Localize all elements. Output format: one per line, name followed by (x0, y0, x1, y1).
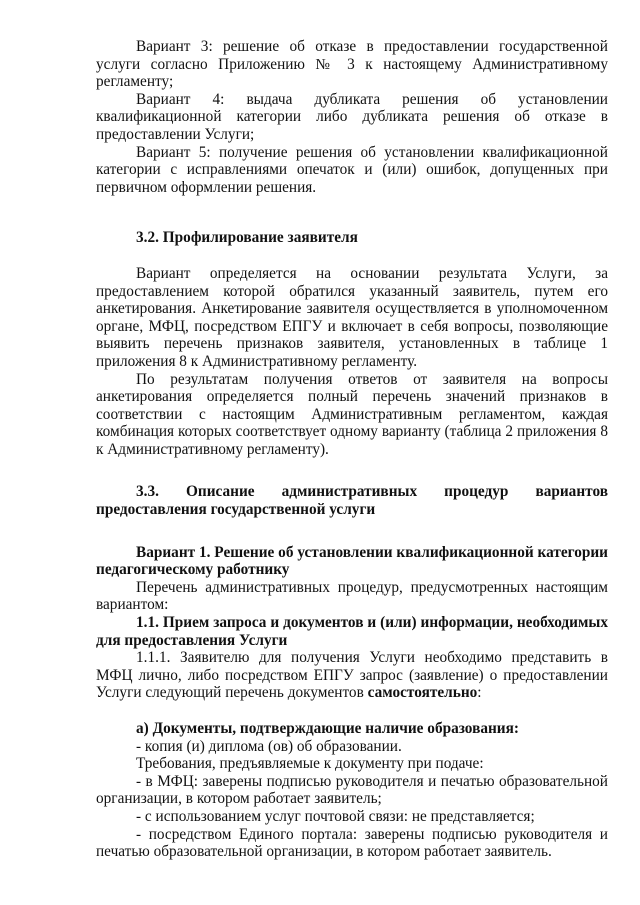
requirements-intro: Требования, предъявляемые к документу при подаче: (136, 755, 484, 773)
docs-a-item: - копия (и) диплома (ов) об образовании. (136, 737, 402, 755)
paragraph-1-1-1-end: : (477, 684, 482, 702)
section-3-2-heading: 3.2. Профилирование заявителя (136, 229, 358, 247)
paragraph-1-1-1-emphasis: самостоятельно (367, 684, 478, 702)
subsection-1-1-heading: 1.1. Прием запроса и документов и (или) информации, необходимых для предоставления Услуги (96, 614, 608, 649)
variant-4-item: Вариант 4: выдача дубликата решения об установлении квалификационной категории либо дубликата решения об отказе в предоставлении Услуги; (96, 90, 608, 143)
docs-a-heading: а) Документы, подтверждающие наличие образования: (136, 720, 519, 737)
paragraph-1-1-1-text: 1.1.1. Заявителю для получения Услуги необходимо представить в МФЦ лично, либо посредством ЕПГУ запрос (заявление) о предоставлении Услуги следующий перечень документов (96, 649, 608, 702)
section-3-3-heading: 3.3. Описание административных процедур вариантов предоставления государственной услуги (96, 483, 608, 519)
requirement-portal: - посредством Единого портала: заверены подписью руководителя и печатью образовательной организации, в котором работает заявитель. (96, 825, 608, 861)
requirement-mfc: - в МФЦ: заверены подписью руководителя и печатью образовательной организации, в котором работает заявитель; (96, 772, 608, 808)
variant-3-item: Вариант 3: решение об отказе в предоставлении государственной услуги согласно Приложению № 3 к настоящему Административному регламенту; (96, 38, 608, 91)
document-page (96, 38, 608, 861)
variant-1-heading: Вариант 1. Решение об установлении квалификационной категории педагогическому работнику (96, 543, 608, 579)
section-3-2-paragraph-2: По результатам получения ответов от заявителя на вопросы анкетирования определяется полный перечень значений признаков в соответствии с настоящим Административным регламентом, каждая комбинация которых соответствует одному варианту (таблица 2 приложения 8 к Административному регламенту). (96, 370, 608, 458)
requirement-post: - с использованием услуг почтовой связи: не представляется; (136, 807, 535, 825)
procedures-intro: Перечень административных процедур, предусмотренных настоящим вариантом: (96, 578, 608, 614)
section-3-2-paragraph-1: Вариант определяется на основании результата Услуги, за предоставлением которой обратился указанный заявитель, путем его анкетирования. Анкетирование заявителя осуществляется в уполномоченном органе, МФЦ, посредством ЕПГУ и включает в себя вопросы, позволяющие выявить перечень признаков заявителя, установленных в таблице 1 приложения 8 к Административному регламенту. (96, 264, 608, 370)
paragraph-1-1-1 (96, 649, 608, 702)
variant-5-item: Вариант 5: получение решения об установлении квалификационной категории с исправлениями опечаток и (или) ошибок, допущенных при первичном оформлении решения. (96, 143, 608, 196)
